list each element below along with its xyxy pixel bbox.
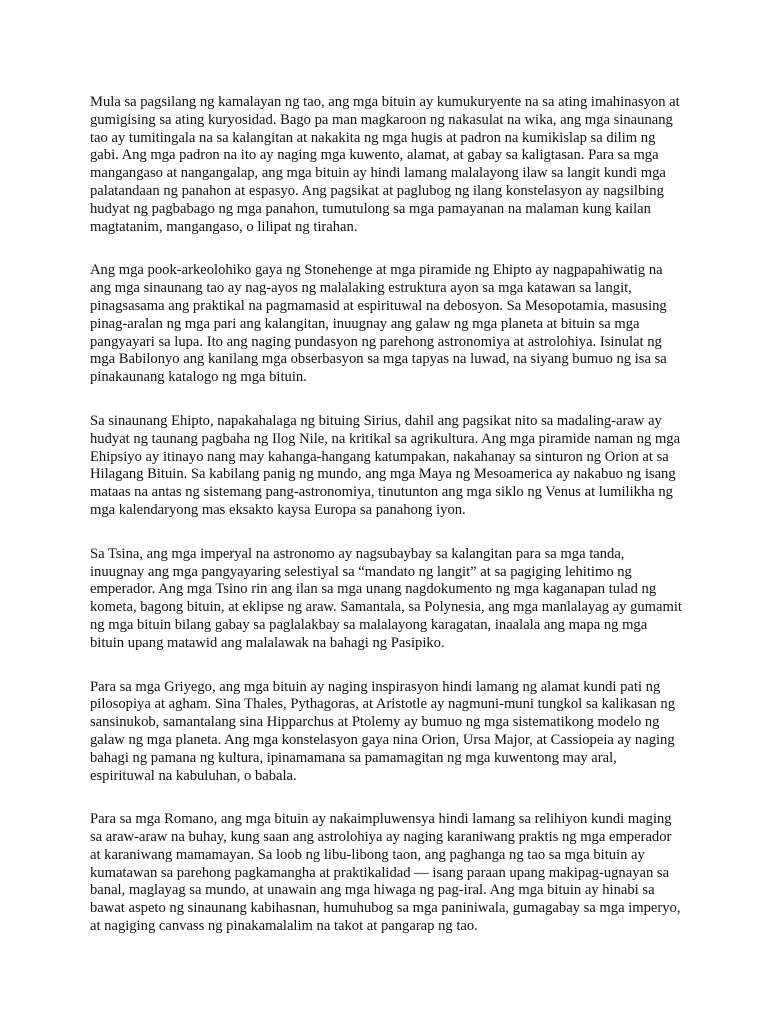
paragraph-4: Sa Tsina, ang mga imperyal na astronomo ay nagsubaybay sa kalangitan para sa mga tanda, inuugnay ang mga pangyayaring selestiyal sa “mandato ng langit” at sa pagiging lehitimo ng emperador. Ang mga Tsino rin ang ilan sa mga unang nagdokumento ng mga kaganapan tulad ng kometa, bagong bituin, at eklipse ng araw. Samantala, sa Polynesia, ang mga manlalayag ay gumamit ng mga bituin bilang gabay sa paglalakbay sa malalayong karagatan, inaalala ang mapa ng mga bituin upang matawid ang malalawak na bahagi ng Pasipiko. <box>90 545 682 651</box>
paragraph-1: Mula sa pagsilang ng kamalayan ng tao, ang mga bituin ay kumukuryente na sa ating imahinasyon at gumigising sa ating kuryosidad. Bago pa man magkaroon ng nakasulat na wika, ang mga sinaunang tao ay tumitingala na sa kalangitan at nakakita ng mga hugis at padron na kumikislap sa dilim ng gabi. Ang mga padron na ito ay naging mga kuwento, alamat, at gabay sa kaligtasan. Para sa mga mangangaso at nangangalap, ang mga bituin ay hindi lamang malalayong ilaw sa langit kundi mga palatandaan ng panahon at espasyo. Ang pagsikat at paglubog ng ilang konstelasyon ay nagsilbing hudyat ng pagbabago ng mga panahon, tumutulong sa mga pamayanan na malaman kung kailan magtatanim, mangangaso, o lilipat ng tirahan. <box>90 94 680 235</box>
paragraph-3: Sa sinaunang Ehipto, napakahalaga ng bituing Sirius, dahil ang pagsikat nito sa madaling-araw ay hudyat ng taunang pagbaha ng Ilog Nile, na kritikal sa agrikultura. Ang mga piramide naman ng mga Ehipsiyo ay itinayo nang may kahanga-hangang katumpakan, nakahanay sa sinturon ng Orion at sa Hilagang Bituin. Sa kabilang panig ng mundo, ang mga Maya ng Mesoamerica ay nakabuo ng isang mataas na antas ng sistemang pang-astronomiya, tinutunton ang mga siklo ng Venus at lumilikha ng mga kalendaryong mas eksakto kaysa Europa sa panahong iyon. <box>90 412 681 518</box>
paragraph-5: Para sa mga Griyego, ang mga bituin ay naging inspirasyon hindi lamang ng alamat kundi pati ng pilosopiya at agham. Sina Thales, Pythagoras, at Aristotle ay nagmuni-muni tungkol sa kalikasan ng sansinukob, samantalang sina Hipparchus at Ptolemy ay bumuo ng mga sistematikong modelo ng galaw ng mga planeta. Ang mga konstelasyon gaya nina Orion, Ursa Major, at Cassiopeia ay naging bahagi ng pamana ng kultura, ipinamamana sa pamamagitan ng mga kuwentong may aral, espirituwal na kabuluhan, o babala. <box>90 678 676 784</box>
document-body <box>90 94 682 962</box>
paragraph-2: Ang mga pook-arkeolohiko gaya ng Stonehenge at mga piramide ng Ehipto ay nagpapahiwatig na ang mga sinaunang tao ay nag-ayos ng malalaking estruktura ayon sa mga katawan sa langit, pinagsasama ang praktikal na pagmamasid at espirituwal na debosyon. Sa Mesopotamia, masusing pinag-aralan ng mga pari ang kalangitan, inuugnay ang galaw ng mga planeta at bituin sa mga pangyayari sa lupa. Ito ang naging pundasyon ng parehong astronomiya at astrolohiya. Isinulat ng mga Babilonyo ang kanilang mga obserbasyon sa mga tapyas na luwad, na siyang bumuo ng isa sa pinakaunang katalogo ng mga bituin. <box>90 262 667 386</box>
paragraph-6: Para sa mga Romano, ang mga bituin ay nakaimpluwensya hindi lamang sa relihiyon kundi maging sa araw-araw na buhay, kung saan ang astrolohiya ay naging karaniwang praktis ng mga emperador at karaniwang mamamayan. Sa loob ng libu-libong taon, ang paghanga ng tao sa mga bituin ay kumatawan sa parehong pagkamangha at praktikalidad — isang paraan upang makipag-ugnayan sa banal, maglayag sa mundo, at unawain ang mga hiwaga ng pag-iral. Ang mga bituin ay hinabi sa bawat aspeto ng sinaunang kabihasnan, humuhubog sa mga paniniwala, gumagabay sa mga imperyo, at nagiging canvass ng pinakamalalim na takot at pangarap ng tao. <box>90 811 681 935</box>
